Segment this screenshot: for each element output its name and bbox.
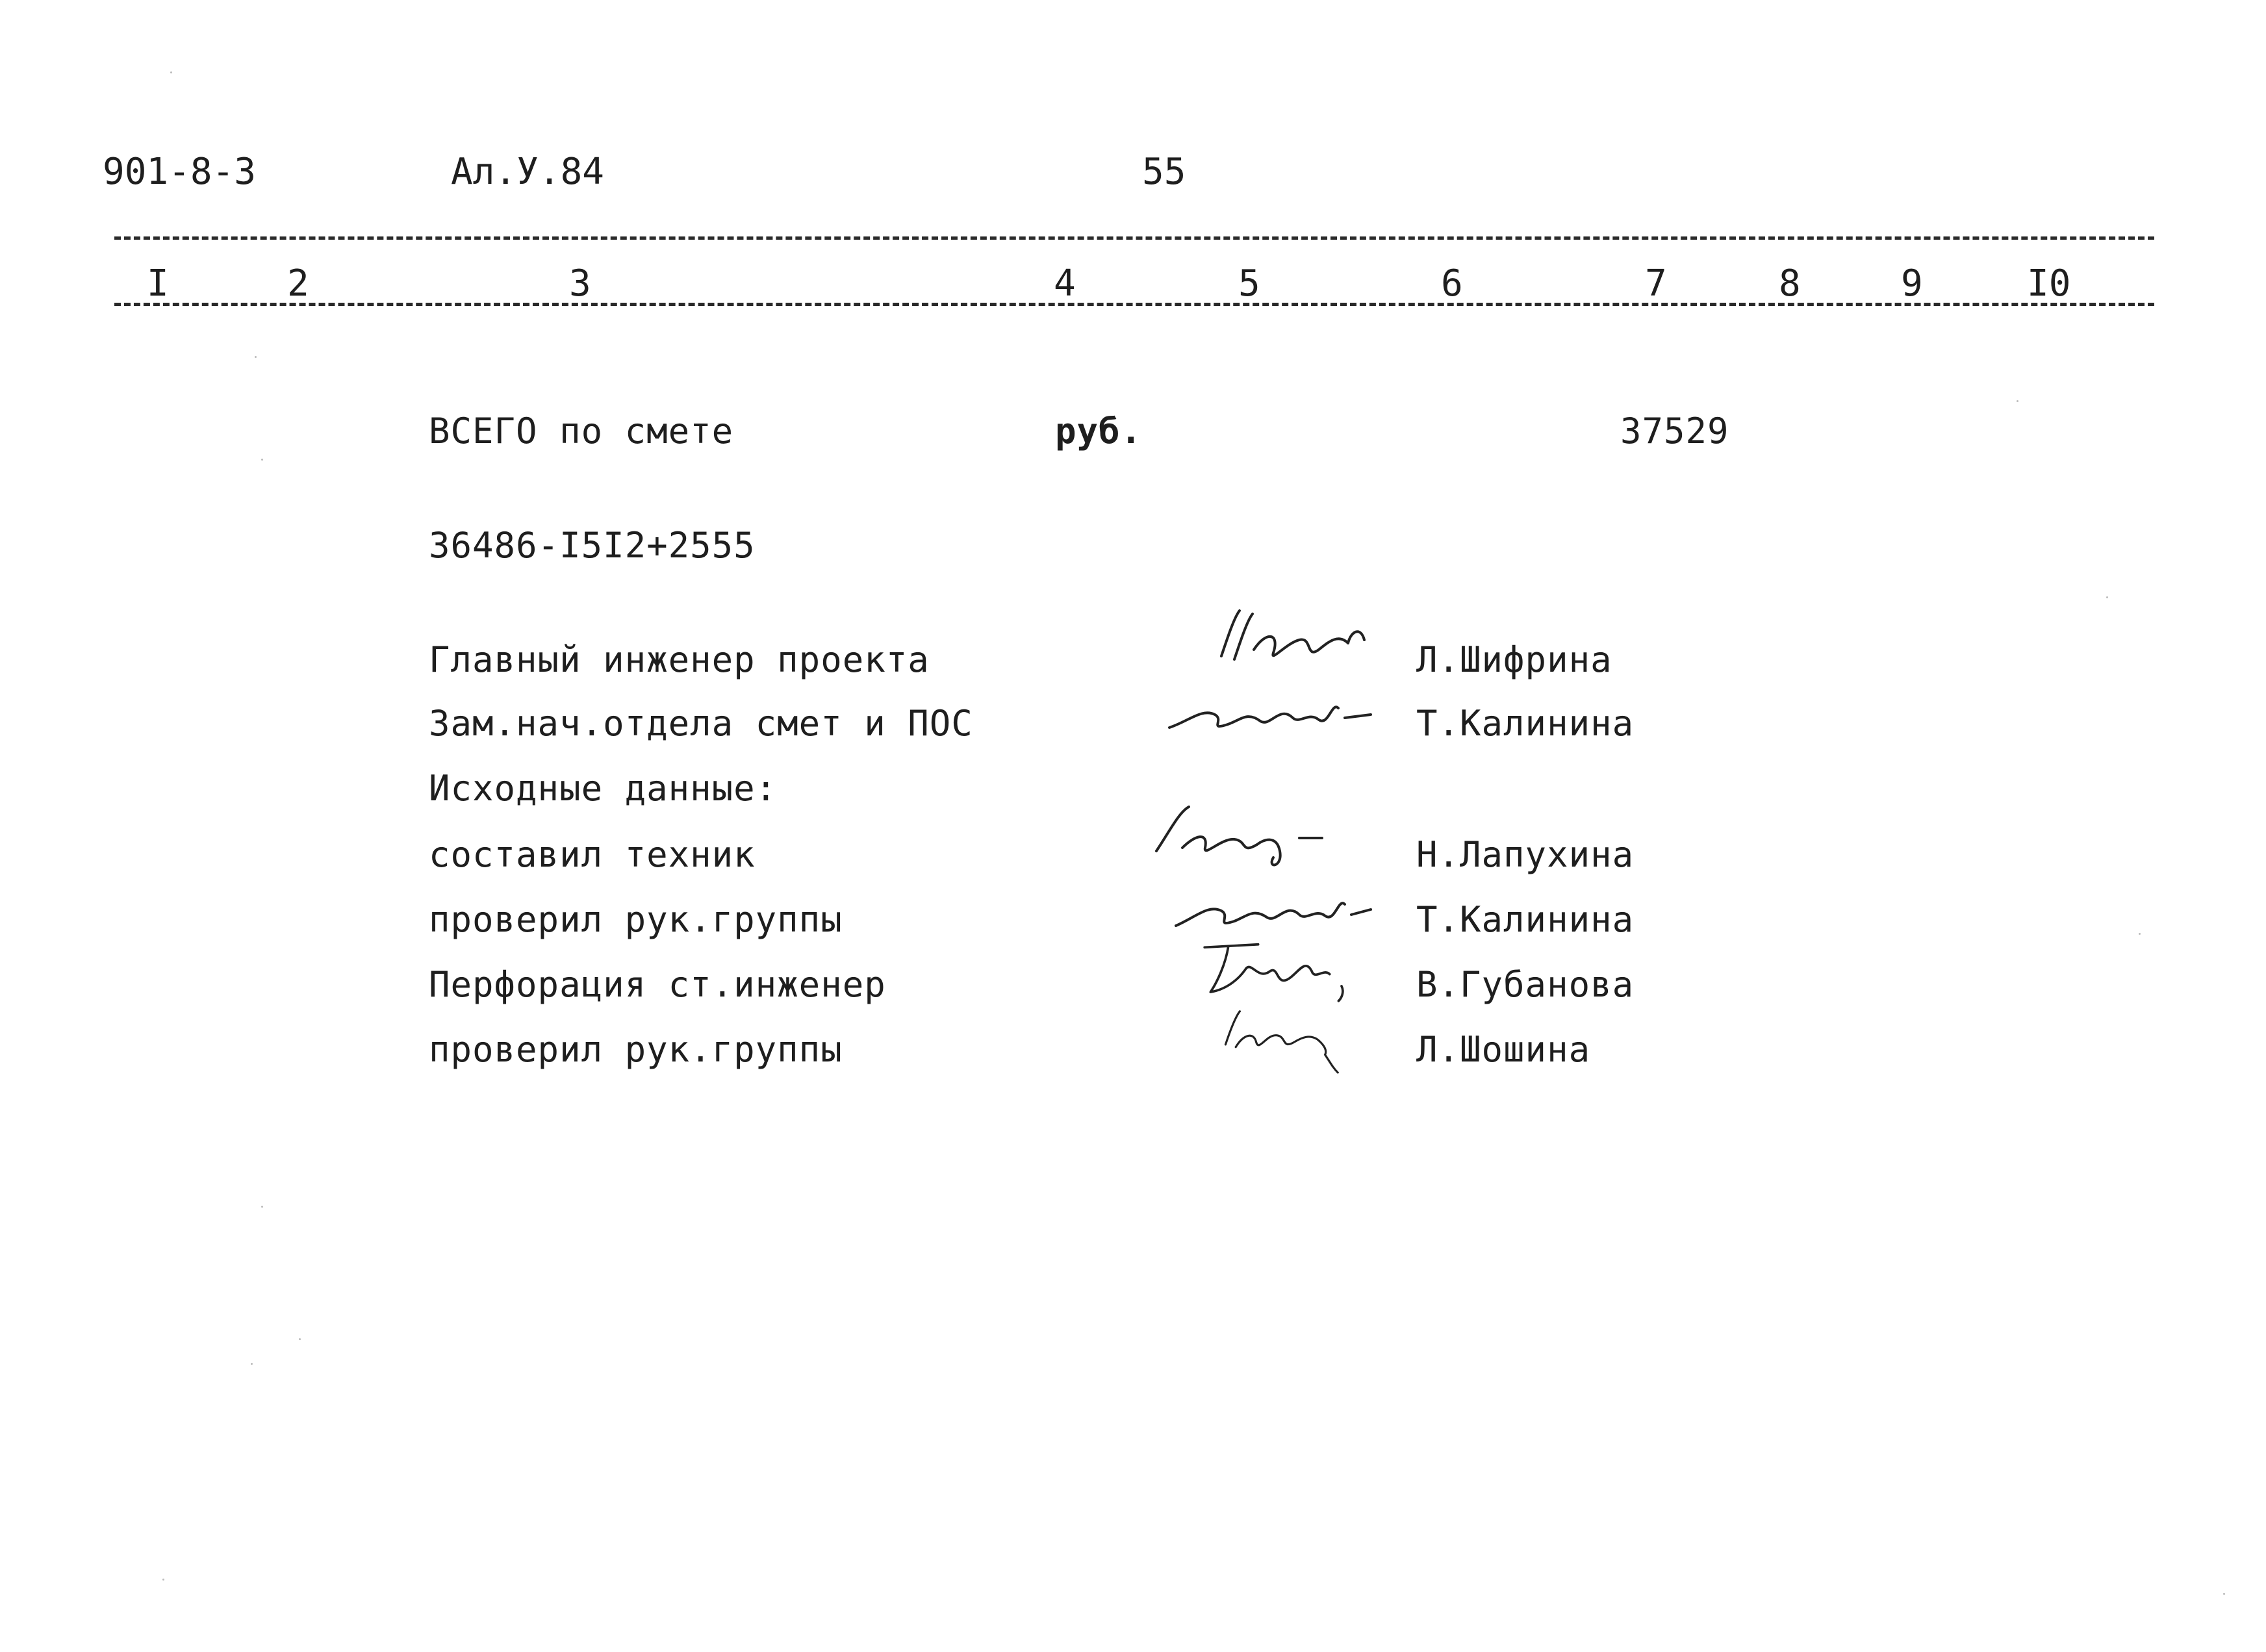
column-number-8: 8	[1779, 262, 1801, 305]
album-number: Ал.У.84	[451, 151, 605, 193]
signatory-role-deputy-head: Зам.нач.отдела смет и ПОС	[429, 703, 973, 744]
document-code: 901-8-3	[103, 151, 257, 193]
signatory-name-perforation: В.Губанова	[1416, 964, 1635, 1005]
signature-lapukhina	[1150, 799, 1397, 870]
signature-shifrina	[1208, 604, 1455, 676]
total-formula: 36486-I5I2+2555	[429, 525, 756, 566]
column-number-9: 9	[1901, 262, 1923, 305]
column-bottom-rule	[114, 303, 2154, 306]
signatory-role-chief-engineer: Главный инженер проекта	[429, 639, 930, 680]
column-number-4: 4	[1054, 262, 1076, 305]
total-value: 37529	[1620, 411, 1729, 451]
signature-kalinina-1	[1163, 682, 1410, 754]
source-data-heading: Исходные данные:	[429, 768, 778, 809]
signatory-role-compiler: составил техник	[429, 834, 756, 875]
column-number-3: 3	[569, 262, 591, 305]
column-number-6: 6	[1441, 262, 1463, 305]
signatory-name-deputy-head: Т.Калинина	[1416, 703, 1635, 744]
column-number-2: 2	[287, 262, 309, 305]
signature-gubanova	[1182, 935, 1429, 1007]
signatory-name-chief-engineer: Л.Шифрина	[1416, 639, 1612, 680]
column-number-7: 7	[1645, 262, 1667, 305]
column-number-10: I0	[2027, 262, 2071, 305]
signatory-name-perforation-checker: Л.Шошина	[1416, 1029, 1591, 1070]
signature-shoshina	[1189, 1004, 1436, 1075]
signatory-role-perforation-checker: проверил рук.группы	[429, 1029, 843, 1070]
column-number-1: I	[147, 262, 169, 305]
column-number-5: 5	[1238, 262, 1260, 305]
signatory-name-checker: Т.Калинина	[1416, 899, 1635, 940]
signatory-name-compiler: Н.Лапухина	[1416, 834, 1635, 875]
page-number: 55	[1142, 151, 1186, 193]
signatory-role-perforation: Перфорация ст.инженер	[429, 964, 886, 1005]
signatory-role-checker: проверил рук.группы	[429, 899, 843, 940]
total-label: ВСЕГО по смете	[429, 411, 734, 451]
column-top-rule	[114, 236, 2154, 240]
currency-unit: руб.	[1055, 411, 1143, 451]
